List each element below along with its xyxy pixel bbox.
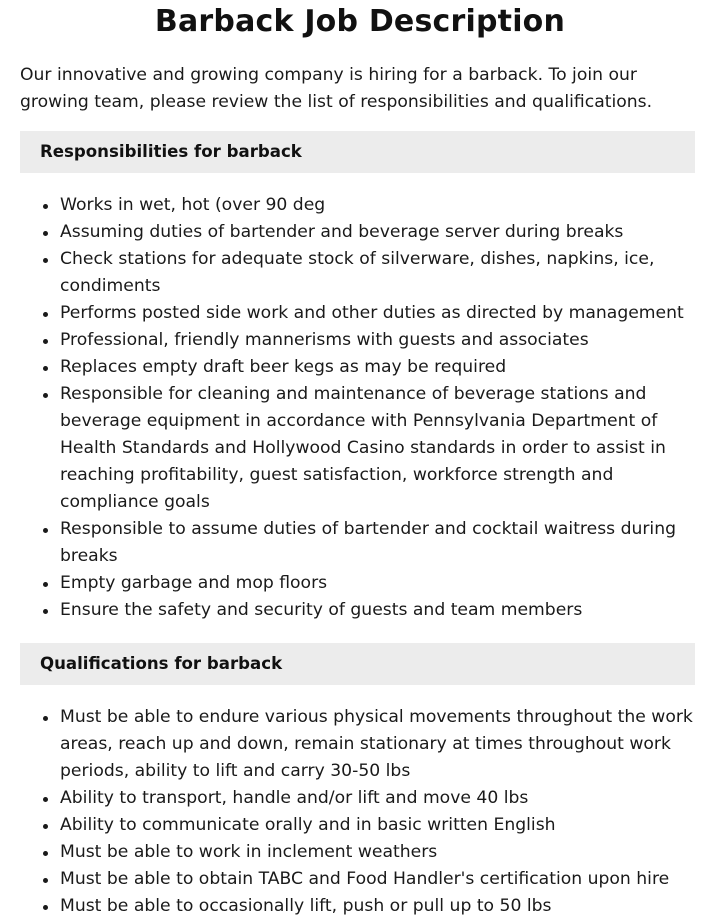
list-item: Replaces empty draft beer kegs as may be required	[60, 354, 700, 381]
list-item: Works in wet, hot (over 90 deg	[60, 192, 700, 219]
list-item: Ability to communicate orally and in basic written English	[60, 812, 700, 839]
list-item: Empty garbage and mop floors	[60, 570, 700, 597]
list-item: Ensure the safety and security of guests and team members	[60, 597, 700, 624]
responsibilities-list	[20, 192, 700, 624]
qualifications-heading: Qualifications for barback	[20, 643, 695, 685]
page-title: Barback Job Description	[154, 4, 566, 39]
responsibilities-heading: Responsibilities for barback	[20, 131, 695, 173]
list-item: Professional, friendly mannerisms with guests and associates	[60, 327, 700, 354]
list-item: Must be able to work in inclement weathers	[60, 839, 700, 866]
list-item: Must be able to obtain TABC and Food Handler's certification upon hire	[60, 866, 700, 893]
list-item: Responsible for cleaning and maintenance of beverage stations and beverage equipment in accordance with Pennsylvania Department of Health Standards and Hollywood Casino standards in order to assist in reaching profitability, guest satisfaction, workforce strength and compliance goals	[60, 381, 700, 516]
list-item: Assuming duties of bartender and beverage server during breaks	[60, 219, 700, 246]
list-item: Must be able to endure various physical movements throughout the work areas, reach up and down, remain stationary at times throughout work periods, ability to lift and carry 30-50 lbs	[60, 704, 700, 785]
intro-paragraph: Our innovative and growing company is hiring for a barback. To join our growing team, please review the list of responsibilities and qualifications.	[20, 65, 653, 112]
list-item: Ability to transport, handle and/or lift and move 40 lbs	[60, 785, 700, 812]
list-item: Check stations for adequate stock of silverware, dishes, napkins, ice, condiments	[60, 246, 700, 300]
list-item: Performs posted side work and other duties as directed by management	[60, 300, 700, 327]
list-item: Must be able to occasionally lift, push or pull up to 50 lbs	[60, 893, 700, 920]
list-item: Responsible to assume duties of bartender and cocktail waitress during breaks	[60, 516, 700, 570]
qualifications-list	[20, 704, 700, 920]
